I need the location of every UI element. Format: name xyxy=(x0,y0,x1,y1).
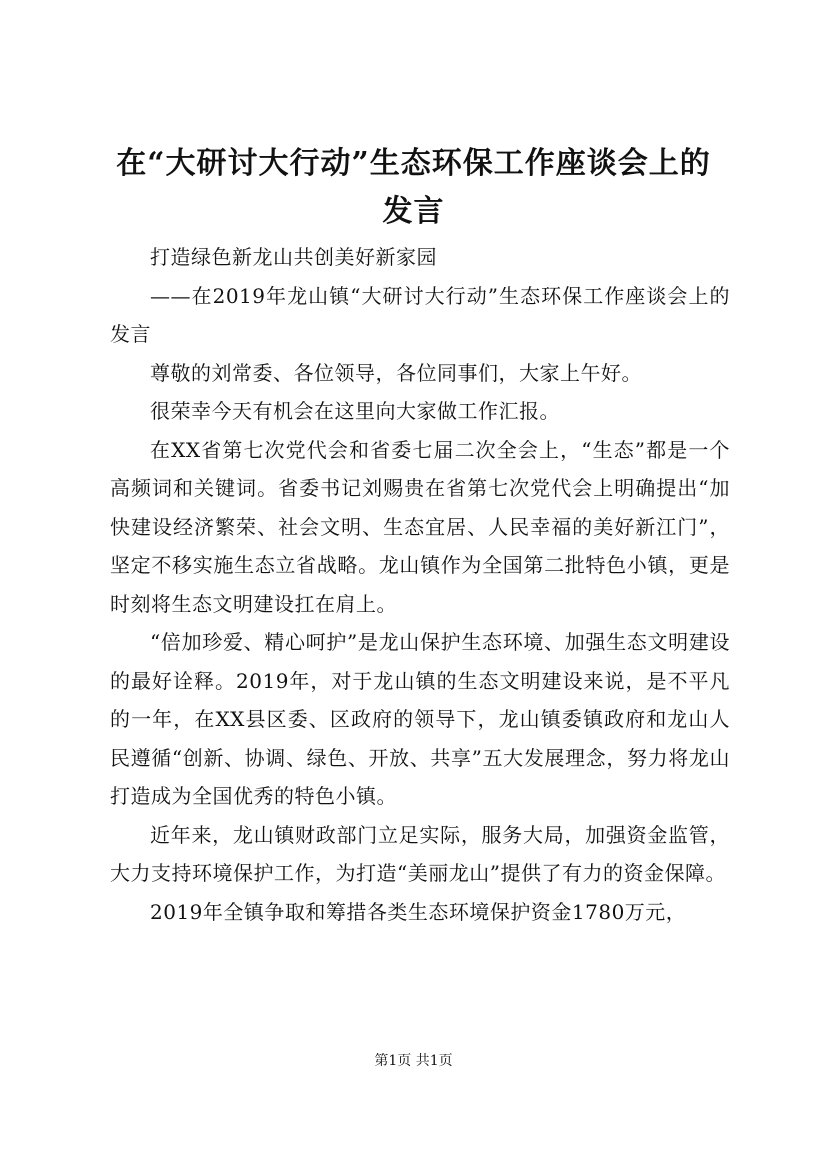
paragraph-intro: 很荣幸今天有机会在这里向大家做工作汇报。 xyxy=(150,399,560,423)
title-line-1: 在“大研讨大行动”生态环保工作座谈会上的 xyxy=(116,146,711,181)
paragraph-body-1: 在XX省第七次党代会和省委七届二次全会上，“生态”都是一个高频词和关键词。省委书记刘赐贵在省第七次党代会上明确提出“加快建设经济繁荣、社会文明、生态宜居、人民幸福的美好新江门”，坚定不移实施生态立省战略。龙山镇作为全国第二批特色小镇，更是时刻将生态文明建设扛在肩上。 xyxy=(110,437,730,616)
document-title xyxy=(80,140,747,236)
paragraph-body-2: “倍加珍爱、精心呵护”是龙山保护生态环境、加强生态文明建设的最好诠释。2019年，对于龙山镇的生态文明建设来说，是不平凡的一年，在XX县区委、区政府的领导下，龙山镇委镇政府和龙山人民遵循“创新、协调、绿色、开放、共享”五大发展理念，努力将龙山打造成为全国优秀的特色小镇。 xyxy=(110,630,730,808)
paragraph-body-3: 近年来，龙山镇财政部门立足实际，服务大局，加强资金监管，大力支持环境保护工作，为打造“美丽龙山”提供了有力的资金保障。 xyxy=(110,822,730,885)
title-line-2: 发言 xyxy=(382,194,445,229)
page-footer: 第1页 共1页 xyxy=(374,1053,453,1069)
paragraph-occasion: ——在2019年龙山镇“大研讨大行动”生态环保工作座谈会上的发言 xyxy=(110,283,730,346)
document-body xyxy=(110,238,730,931)
paragraph-subtitle: 打造绿色新龙山共创美好新家园 xyxy=(150,245,437,269)
paragraph-greeting: 尊敬的刘常委、各位领导，各位同事们，大家上午好。 xyxy=(150,360,642,385)
paragraph-body-4: 2019年全镇争取和筹措各类生态环境保护资金1780万元， xyxy=(150,899,687,924)
